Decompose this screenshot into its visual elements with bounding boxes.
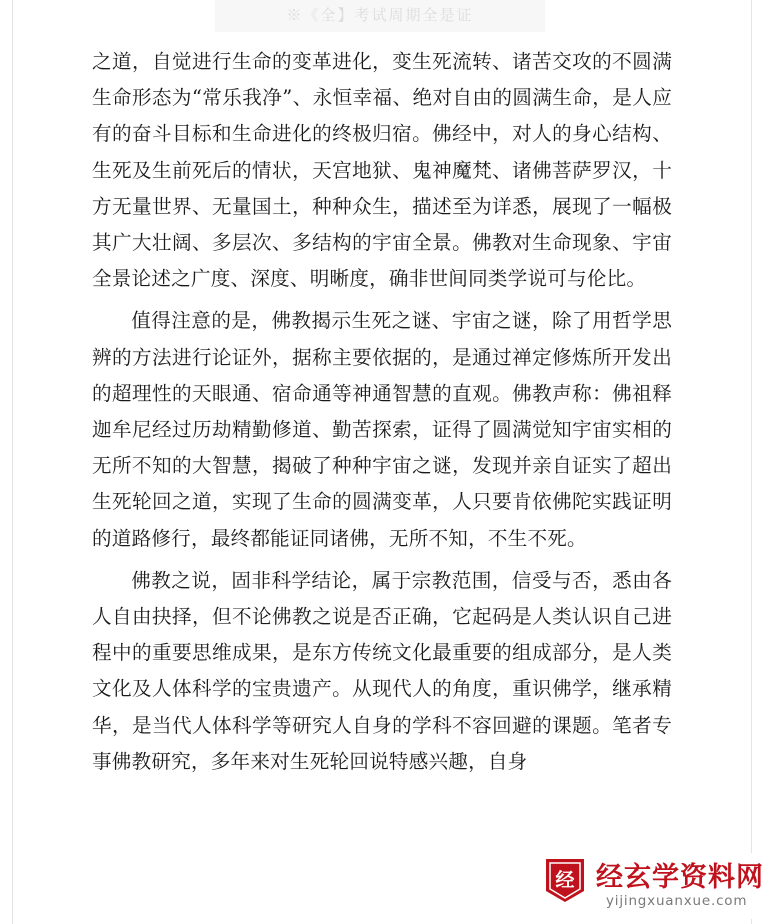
faded-header-title: ※《全】考试周期全是证 (215, 0, 545, 32)
brand-logo-glyph: 经 (555, 869, 575, 891)
site-watermark (536, 853, 762, 919)
watermark-title: 经玄学资料网 (596, 862, 764, 893)
paragraph-2: 值得注意的是，佛教揭示生死之谜、宇宙之谜，除了用哲学思辨的方法进行论证外，据称主要依据的，是通过禅定修炼所开发出的超理性的天眼通、宿命通等神通智慧的直观。佛教声称：佛祖释迦牟尼经过历劫精勤修道、勤苦探索，证得了圆满觉知宇宙实相的无所不知的大智慧，揭破了种种宇宙之谜，发现并亲自证实了超出生死轮回之道，实现了生命的圆满变革，人只要肯依佛陀实践证明的道路修行，最终都能证同诸佛，无所不知，不生不死。 (92, 309, 672, 550)
watermark-url: yijingxuanxue.com (606, 893, 748, 909)
brand-logo-icon (540, 855, 590, 905)
article-body (92, 44, 672, 780)
paragraph-3: 佛教之说，固非科学结论，属于宗教范围，信受与否，悉由各人自由抉择，但不论佛教之说是否正确，它起码是人类认识自己进程中的重要思维成果，是东方传统文化最重要的组成部分，是人类文化及人体科学的宝贵遗产。从现代人的角度，重识佛学，继承精华，是当代人体科学等研究人自身的学科不容回避的课题。笔者专事佛教研究，多年来对生死轮回说特感兴趣，自身 (92, 568, 672, 773)
paragraph-1: 之道，自觉进行生命的变革进化，变生死流转、诸苦交攻的不圆满生命形态为“常乐我净”、永恒幸福、绝对自由的圆满生命，是人应有的奋斗目标和生命进化的终极归宿。佛经中，对人的身心结构、生死及生前死后的情状，天宫地狱、鬼神魔梵、诸佛菩萨罗汉，十方无量世界、无量国土，种种众生，描述至为详悉，展现了一幅极其广大壮阔、多层次、多结构的宇宙全景。佛教对生命现象、宇宙全景论述之广度、深度、明晰度，确非世间同类学说可与伦比。 (92, 50, 672, 291)
